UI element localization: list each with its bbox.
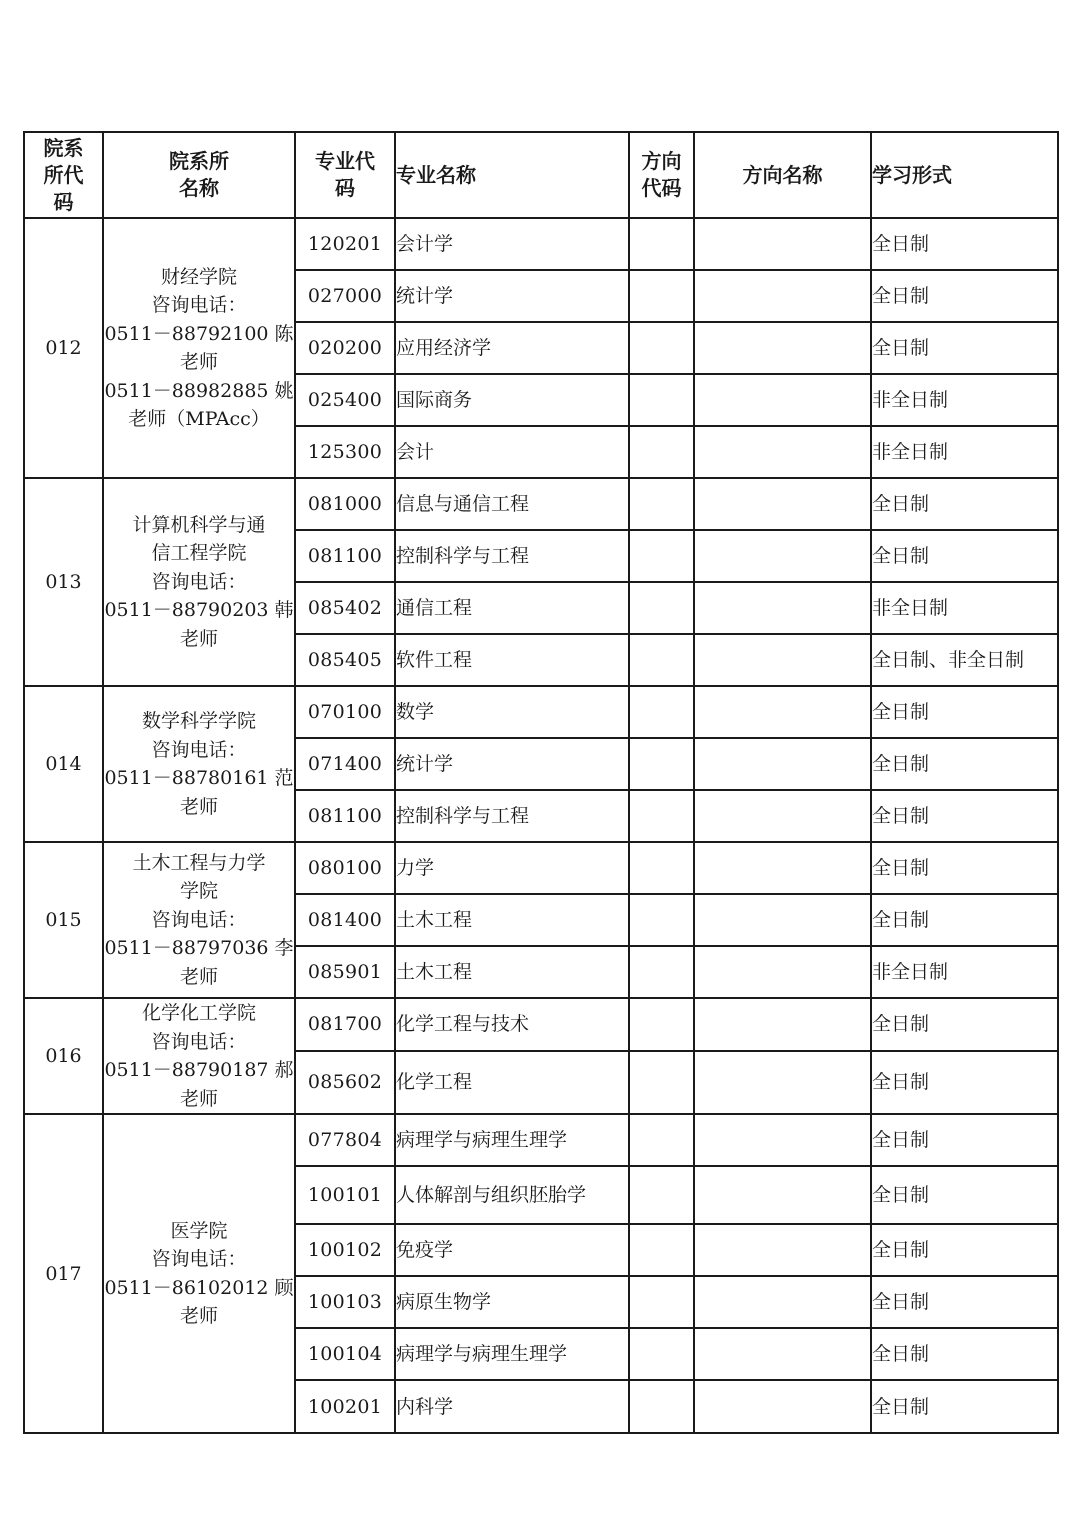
study-form: 非全日制 — [871, 426, 1058, 478]
major-code: 100102 — [295, 1224, 395, 1276]
major-name: 数学 — [395, 686, 629, 738]
major-code: 085402 — [295, 582, 395, 634]
major-name: 病理学与病理生理学 — [395, 1114, 629, 1166]
dept-name — [103, 218, 295, 478]
header-text: 专业名称 — [396, 162, 476, 187]
header-text: 码 — [53, 189, 74, 214]
dept-line: 信工程学院 — [151, 542, 247, 565]
dept-name — [103, 478, 295, 686]
direction-code — [629, 894, 694, 946]
header-direction-code — [629, 132, 694, 218]
study-form: 全日制 — [871, 530, 1058, 582]
dept-code: 012 — [24, 218, 103, 478]
major-name: 力学 — [395, 842, 629, 894]
study-form: 全日制 — [871, 1224, 1058, 1276]
study-form: 全日制 — [871, 790, 1058, 842]
header-direction-name — [694, 132, 871, 218]
dept-line: 老师（MPAcc） — [128, 408, 270, 430]
major-name: 控制科学与工程 — [395, 530, 629, 582]
major-code: 080100 — [295, 842, 395, 894]
dept-code: 015 — [24, 842, 103, 998]
dept-line: 老师 — [179, 1087, 218, 1110]
table-row — [24, 842, 1058, 894]
major-name: 土木工程 — [395, 946, 629, 998]
major-name: 土木工程 — [395, 894, 629, 946]
major-code: 071400 — [295, 738, 395, 790]
direction-name — [694, 738, 871, 790]
table-row — [24, 998, 1058, 1051]
direction-code — [629, 530, 694, 582]
direction-code — [629, 1380, 694, 1433]
major-name: 软件工程 — [395, 634, 629, 686]
header-text: 名称 — [179, 176, 219, 200]
study-form: 全日制 — [871, 1166, 1058, 1224]
major-name: 病理学与病理生理学 — [395, 1328, 629, 1380]
direction-code — [629, 634, 694, 686]
study-form: 非全日制 — [871, 946, 1058, 998]
header-text: 院系所 — [169, 149, 229, 173]
direction-name — [694, 322, 871, 374]
direction-code — [629, 1166, 694, 1224]
study-form: 全日制 — [871, 478, 1058, 530]
study-form: 全日制 — [871, 1051, 1058, 1114]
dept-line: 老师 — [179, 351, 218, 373]
dept-line: 老师 — [179, 1305, 218, 1327]
dept-line: 咨询电话： — [151, 1030, 247, 1053]
dept-code: 016 — [24, 998, 103, 1114]
major-code: 081700 — [295, 998, 395, 1051]
major-name: 内科学 — [395, 1380, 629, 1433]
major-name: 化学工程 — [395, 1051, 629, 1114]
direction-code — [629, 738, 694, 790]
dept-line: 学院 — [179, 880, 218, 903]
study-form: 全日制 — [871, 686, 1058, 738]
direction-code — [629, 1114, 694, 1166]
study-form: 全日制 — [871, 270, 1058, 322]
direction-name — [694, 894, 871, 946]
table-body — [24, 218, 1058, 1433]
direction-name — [694, 270, 871, 322]
dept-line: 化学化工学院 — [141, 1002, 256, 1024]
study-form: 全日制 — [871, 842, 1058, 894]
dept-line: 老师 — [179, 965, 218, 988]
direction-name — [694, 686, 871, 738]
major-code: 025400 — [295, 374, 395, 426]
major-code: 085405 — [295, 634, 395, 686]
header-text: 方向名称 — [742, 162, 823, 187]
direction-name — [694, 1276, 871, 1328]
direction-code — [629, 1328, 694, 1380]
major-name: 国际商务 — [395, 374, 629, 426]
header-major-name — [395, 132, 629, 218]
direction-code — [629, 790, 694, 842]
major-code: 120201 — [295, 218, 395, 270]
major-code: 077804 — [295, 1114, 395, 1166]
direction-name — [694, 998, 871, 1051]
major-name: 统计学 — [395, 270, 629, 322]
direction-code — [629, 374, 694, 426]
direction-name — [694, 1380, 871, 1433]
direction-name — [694, 1114, 871, 1166]
study-form: 全日制 — [871, 1114, 1058, 1166]
dept-line: 计算机科学与通 — [132, 513, 266, 536]
dept-line: 0511－88797036 李 — [104, 937, 294, 960]
direction-name — [694, 218, 871, 270]
study-form: 全日制 — [871, 322, 1058, 374]
major-name: 化学工程与技术 — [395, 998, 629, 1051]
major-name: 免疫学 — [395, 1224, 629, 1276]
major-name: 通信工程 — [395, 582, 629, 634]
major-name: 统计学 — [395, 738, 629, 790]
major-code: 100103 — [295, 1276, 395, 1328]
direction-code — [629, 842, 694, 894]
header-text: 代码 — [641, 176, 682, 200]
dept-line: 咨询电话： — [151, 570, 247, 593]
table-row — [24, 686, 1058, 738]
study-form: 非全日制 — [871, 582, 1058, 634]
dept-line: 0511－88790187 郝 — [104, 1059, 294, 1081]
major-name: 会计学 — [395, 218, 629, 270]
table-row — [24, 478, 1058, 530]
header-major-code — [295, 132, 395, 218]
header-text: 专业代 — [315, 149, 375, 173]
direction-code — [629, 1224, 694, 1276]
direction-name — [694, 582, 871, 634]
dept-line: 土木工程与力学 — [132, 851, 266, 874]
direction-name — [694, 1224, 871, 1276]
direction-name — [694, 374, 871, 426]
major-code: 081400 — [295, 894, 395, 946]
dept-line: 0511－88780161 范 — [104, 767, 294, 789]
major-code: 081100 — [295, 530, 395, 582]
table-row — [24, 218, 1058, 270]
major-code: 081100 — [295, 790, 395, 842]
direction-code — [629, 946, 694, 998]
dept-line: 0511－88790203 韩 — [104, 599, 294, 622]
dept-code: 013 — [24, 478, 103, 686]
header-text: 码 — [335, 176, 355, 200]
header-study-form — [871, 132, 1058, 218]
dept-line: 0511－86102012 顾 — [104, 1276, 294, 1299]
major-code: 125300 — [295, 426, 395, 478]
dept-line: 财经学院 — [160, 265, 237, 288]
direction-name — [694, 946, 871, 998]
direction-code — [629, 998, 694, 1051]
study-form: 全日制 — [871, 1276, 1058, 1328]
dept-line: 咨询电话： — [151, 294, 247, 316]
study-form: 全日制 — [871, 998, 1058, 1051]
study-form: 全日制、非全日制 — [871, 634, 1058, 686]
study-form: 全日制 — [871, 894, 1058, 946]
major-code: 085901 — [295, 946, 395, 998]
major-code: 070100 — [295, 686, 395, 738]
direction-name — [694, 478, 871, 530]
dept-line: 咨询电话： — [151, 738, 247, 761]
header-dept-code — [24, 132, 103, 218]
major-code: 081000 — [295, 478, 395, 530]
header-text: 院系 — [43, 135, 84, 160]
dept-name — [103, 1114, 295, 1433]
direction-code — [629, 1276, 694, 1328]
direction-code — [629, 322, 694, 374]
header-dept-name — [103, 132, 295, 218]
direction-name — [694, 530, 871, 582]
direction-code — [629, 582, 694, 634]
major-name: 病原生物学 — [395, 1276, 629, 1328]
direction-name — [694, 1051, 871, 1114]
dept-line: 0511－88792100 陈 — [104, 322, 294, 345]
header-text: 方向 — [641, 149, 682, 173]
major-code: 100104 — [295, 1328, 395, 1380]
major-code: 020200 — [295, 322, 395, 374]
direction-name — [694, 634, 871, 686]
major-name: 人体解剖与组织胚胎学 — [395, 1166, 629, 1224]
dept-name — [103, 998, 295, 1114]
major-code: 100101 — [295, 1166, 395, 1224]
major-name: 会计 — [395, 426, 629, 478]
major-name: 应用经济学 — [395, 322, 629, 374]
study-form: 全日制 — [871, 738, 1058, 790]
major-code: 085602 — [295, 1051, 395, 1114]
dept-line: 老师 — [179, 795, 218, 818]
direction-code — [629, 426, 694, 478]
dept-line: 老师 — [179, 627, 218, 650]
dept-line: 医学院 — [170, 1219, 228, 1242]
major-name: 控制科学与工程 — [395, 790, 629, 842]
direction-code — [629, 218, 694, 270]
direction-code — [629, 270, 694, 322]
dept-code: 017 — [24, 1114, 103, 1433]
study-form: 非全日制 — [871, 374, 1058, 426]
direction-name — [694, 1328, 871, 1380]
study-form: 全日制 — [871, 1328, 1058, 1380]
dept-line: 咨询电话： — [151, 908, 247, 931]
major-name: 信息与通信工程 — [395, 478, 629, 530]
program-table — [23, 131, 1059, 1434]
dept-name — [103, 686, 295, 842]
dept-line: 数学科学学院 — [141, 710, 256, 732]
header-row — [24, 132, 1058, 218]
study-form: 全日制 — [871, 218, 1058, 270]
dept-name — [103, 842, 295, 998]
major-code: 027000 — [295, 270, 395, 322]
header-text: 学习形式 — [872, 162, 952, 187]
direction-code — [629, 478, 694, 530]
direction-name — [694, 842, 871, 894]
table-row — [24, 1114, 1058, 1166]
dept-code: 014 — [24, 686, 103, 842]
direction-name — [694, 1166, 871, 1224]
major-code: 100201 — [295, 1380, 395, 1433]
dept-line: 0511－88982885 姚 — [104, 379, 294, 402]
direction-name — [694, 426, 871, 478]
direction-name — [694, 790, 871, 842]
header-text: 所代 — [43, 162, 84, 187]
study-form: 全日制 — [871, 1380, 1058, 1433]
direction-code — [629, 1051, 694, 1114]
dept-line: 咨询电话： — [151, 1248, 247, 1270]
direction-code — [629, 686, 694, 738]
